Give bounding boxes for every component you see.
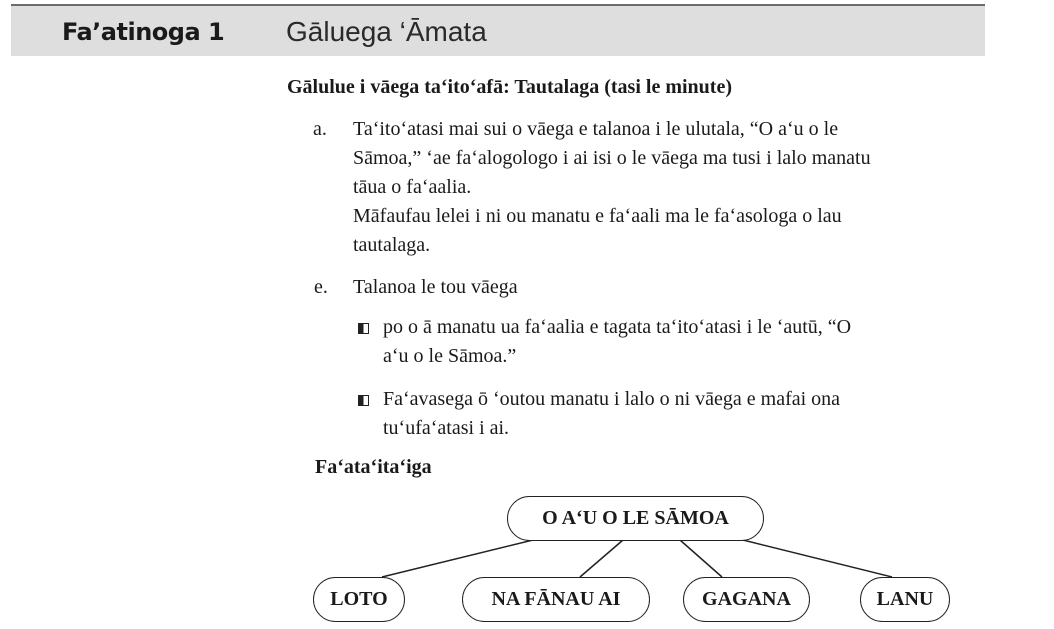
child-node: NA FĀNAU AI: [462, 577, 650, 622]
child-node: LANU: [860, 577, 950, 622]
connector-line: [580, 540, 623, 577]
item-a-marker: a.: [313, 118, 327, 140]
bullet-line: Fa‘avasega ō ‘outou manatu i lalo o ni vāega e mafai ona: [383, 388, 841, 410]
child-node: GAGANA: [683, 577, 810, 622]
item-a-line: Sāmoa,” ‘ae fa‘alogologo i ai isi o le vāega ma tusi i lalo manatu: [353, 147, 871, 169]
activity-heading: Gālulue i vāega ta‘ito‘afā: Tautalaga (tasi le minute): [287, 76, 732, 98]
connector-line: [743, 540, 892, 577]
bullet-line: a‘u o le Sāmoa.”: [383, 345, 517, 367]
item-a-line: Māfaufau lelei i ni ou manatu e fa‘aali ma le fa‘asologa o lau: [353, 205, 842, 227]
connector-line: [382, 540, 533, 577]
section-title: Gāluega ‘Āmata: [286, 16, 487, 47]
child-node: LOTO: [313, 577, 405, 622]
item-e-marker: e.: [314, 276, 328, 298]
example-heading: Fa‘ata‘ita‘iga: [315, 456, 432, 478]
item-a-line: tautalaga.: [353, 234, 431, 256]
item-a-line: tāua o fa‘aalia.: [353, 176, 472, 198]
section-label: Fa’atinoga 1: [62, 18, 225, 46]
bullet-line: po o ā manatu ua fa‘aalia e tagata ta‘ito‘atasi i le ‘autū, “O: [383, 316, 852, 338]
connector-line: [680, 540, 722, 577]
item-e-text: Talanoa le tou vāega: [353, 276, 518, 298]
bullet-line: tu‘ufa‘atasi i ai.: [383, 417, 510, 439]
item-a-line: Ta‘ito‘atasi mai sui o vāega e talanoa i le ulutala, “O a‘u o le: [353, 118, 839, 140]
root-node: O A‘U O LE SĀMOA: [507, 496, 764, 541]
